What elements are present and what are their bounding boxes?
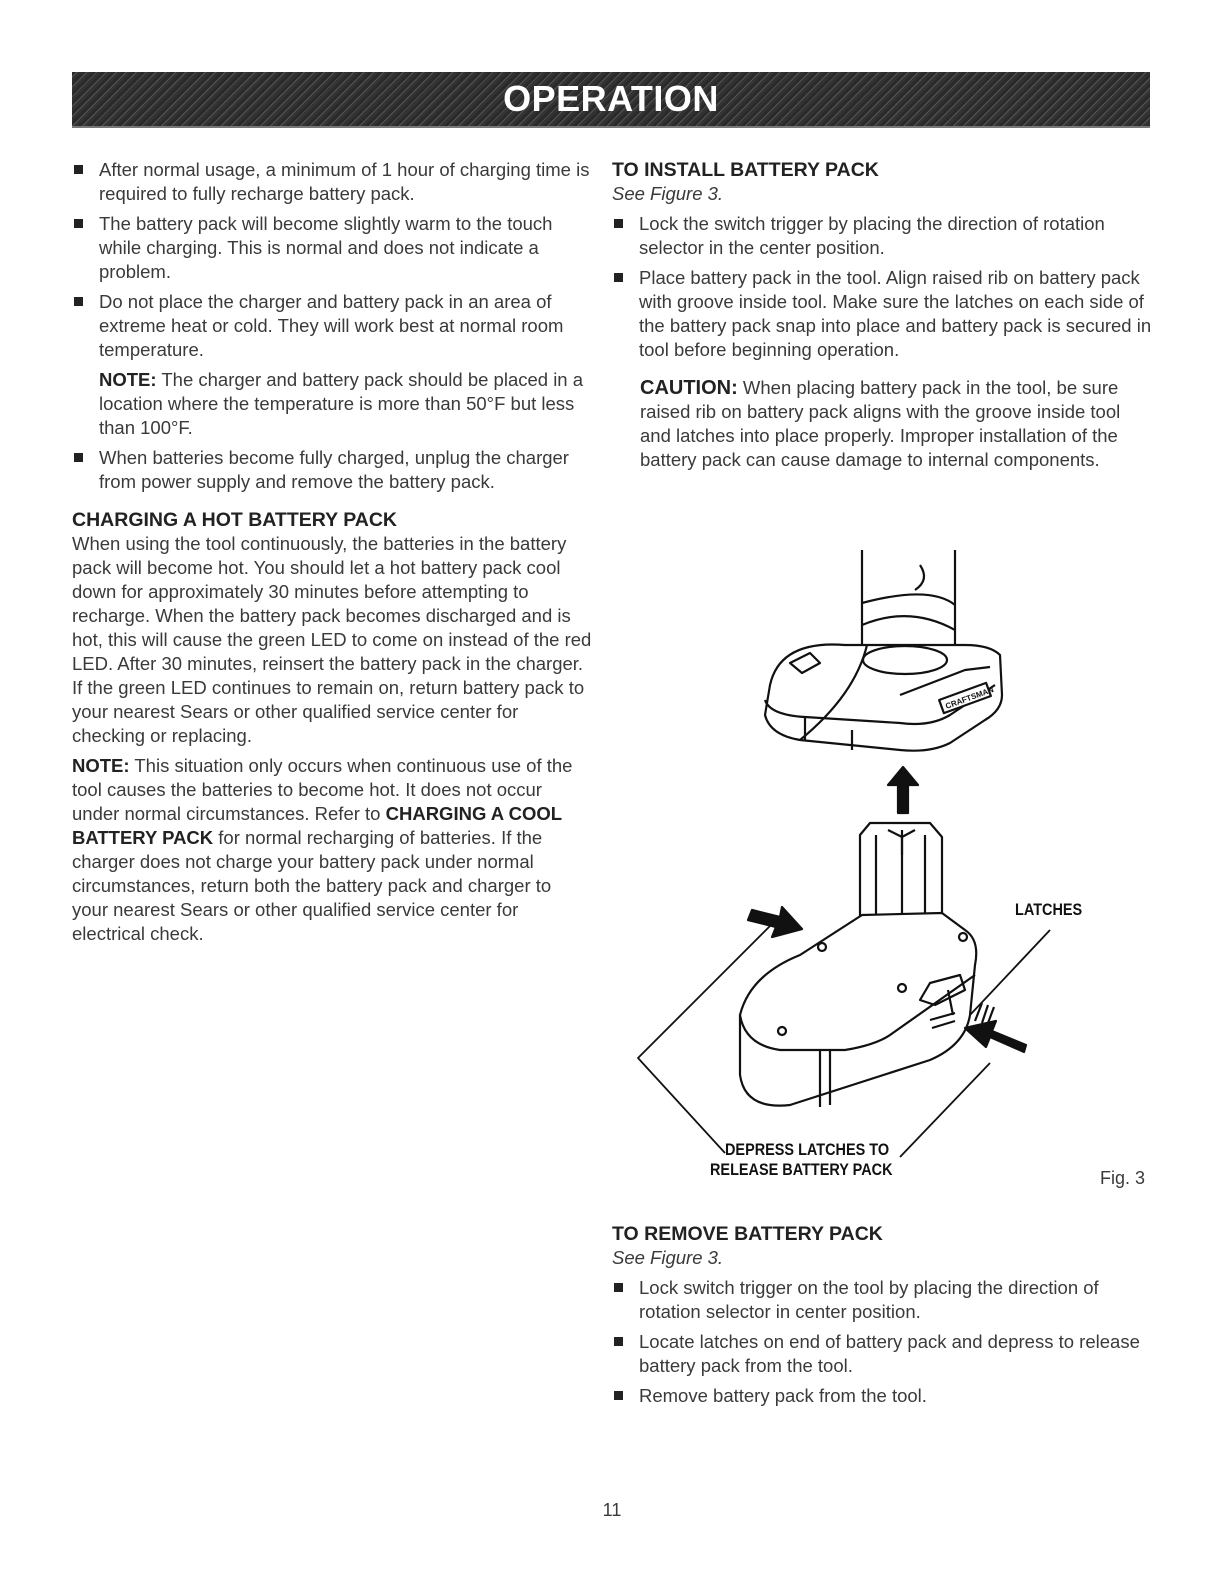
bullet-square-icon bbox=[614, 273, 623, 282]
bullet-text: Locate latches on end of battery pack and depress to release battery pack from the tool. bbox=[639, 1331, 1140, 1376]
left-column bbox=[72, 158, 592, 952]
list-item bbox=[72, 158, 592, 206]
caution-text: When placing battery pack in the tool, be sure raised rib on battery pack aligns with the groove inside tool and latches into place properly. Improper installation of the battery pack can cause damage to internal components. bbox=[640, 377, 1121, 470]
cross-reference: CHARGING A COOL BATTERY PACK bbox=[72, 803, 562, 848]
battery-installation-illustration bbox=[630, 545, 1150, 1195]
install-heading: TO INSTALL BATTERY PACK bbox=[612, 159, 879, 181]
remove-heading: TO REMOVE BATTERY PACK bbox=[612, 1223, 883, 1245]
bullet-square-icon bbox=[74, 219, 83, 228]
bullet-square-icon bbox=[74, 165, 83, 174]
bullet-square-icon bbox=[74, 297, 83, 306]
list-item bbox=[612, 212, 1152, 260]
charging-bullets bbox=[72, 158, 592, 362]
bullet-square-icon bbox=[74, 453, 83, 462]
bullet-text: When batteries become fully charged, unplug the charger from power supply and remove the battery pack. bbox=[99, 447, 569, 492]
list-item bbox=[612, 1330, 1152, 1378]
up-arrow-icon bbox=[888, 767, 918, 813]
page-number: 11 bbox=[602, 1500, 622, 1520]
note-text: This situation only occurs when continuous use of the tool causes the batteries to become hot. It does not occur under normal circumstances. Refer to bbox=[72, 755, 573, 824]
figure-reference: See Figure 3. bbox=[612, 1247, 724, 1268]
bullet-text: The battery pack will become slightly warm to the touch while charging. This is normal and does not indicate a problem. bbox=[99, 213, 553, 282]
bullet-text: Lock switch trigger on the tool by placing the direction of rotation selector in center position. bbox=[639, 1277, 1099, 1322]
right-column bbox=[612, 158, 1152, 478]
depress-latches-label-line1: DEPRESS LATCHES TO bbox=[725, 1140, 890, 1159]
bullet-text: Remove battery pack from the tool. bbox=[639, 1385, 927, 1406]
bullet-square-icon bbox=[614, 1283, 623, 1292]
bullet-text: Do not place the charger and battery pack in an area of extreme heat or cold. They will work best at normal room temperature. bbox=[99, 291, 564, 360]
note-text: The charger and battery pack should be placed in a location where the temperature is more than 50°F but less than 100°F. bbox=[99, 369, 584, 438]
bullet-text: Place battery pack in the tool. Align raised rib on battery pack with groove inside tool. Make sure the latches on each side of the battery pack snap into place and battery pack is secured in tool before beginning operation. bbox=[639, 267, 1152, 360]
list-item bbox=[612, 1384, 1152, 1408]
bullet-square-icon bbox=[614, 219, 623, 228]
temperature-note bbox=[72, 368, 592, 440]
figure-number: Fig. 3 bbox=[1100, 1168, 1146, 1188]
latches-label: LATCHES bbox=[1015, 900, 1083, 919]
note-text: for normal recharging of batteries. If the charger does not charge your battery pack under normal circumstances, return both the battery pack and charger to your nearest Sears or other qualified service center for electrical check. bbox=[72, 827, 552, 944]
remove-section bbox=[612, 1222, 1152, 1414]
bullet-square-icon bbox=[614, 1391, 623, 1400]
press-arrow-left-icon bbox=[748, 907, 802, 937]
hot-battery-heading: CHARGING A HOT BATTERY PACK bbox=[72, 509, 397, 531]
list-item bbox=[612, 266, 1152, 362]
note-label: NOTE: bbox=[99, 369, 157, 390]
brand-logo-text: CRAFTSMAN bbox=[944, 685, 995, 711]
figure-reference: See Figure 3. bbox=[612, 183, 724, 204]
install-bullets bbox=[612, 212, 1152, 362]
list-item bbox=[72, 290, 592, 362]
charging-bullets-2 bbox=[72, 446, 592, 494]
list-item bbox=[72, 446, 592, 494]
hot-battery-note bbox=[72, 754, 592, 946]
caution-note bbox=[612, 376, 1152, 472]
list-item bbox=[612, 1276, 1152, 1324]
list-item bbox=[72, 212, 592, 284]
bullet-text: After normal usage, a minimum of 1 hour of charging time is required to fully recharge battery pack. bbox=[99, 159, 590, 204]
bullet-text: Lock the switch trigger by placing the direction of rotation selector in the center position. bbox=[639, 213, 1105, 258]
bullet-square-icon bbox=[614, 1337, 623, 1346]
hot-battery-paragraph: When using the tool continuously, the batteries in the battery pack will become hot. You should let a hot battery pack cool down for approximately 30 minutes before attempting to recharge. When the battery pack becomes discharged and is hot, this will cause the green LED to come on instead of the red LED. After 30 minutes, reinsert the battery pack in the charger. If the green LED continues to remain on, return battery pack to your nearest Sears or other qualified service center for checking or replacing. bbox=[72, 533, 592, 746]
depress-latches-label-line2: RELEASE BATTERY PACK bbox=[710, 1160, 893, 1179]
note-label: NOTE: bbox=[72, 755, 130, 776]
caution-label: CAUTION: bbox=[640, 377, 738, 399]
remove-bullets bbox=[612, 1276, 1152, 1408]
press-arrow-right-icon bbox=[965, 1021, 1026, 1052]
section-title: OPERATION bbox=[503, 78, 719, 119]
section-header-bar bbox=[72, 72, 1150, 128]
